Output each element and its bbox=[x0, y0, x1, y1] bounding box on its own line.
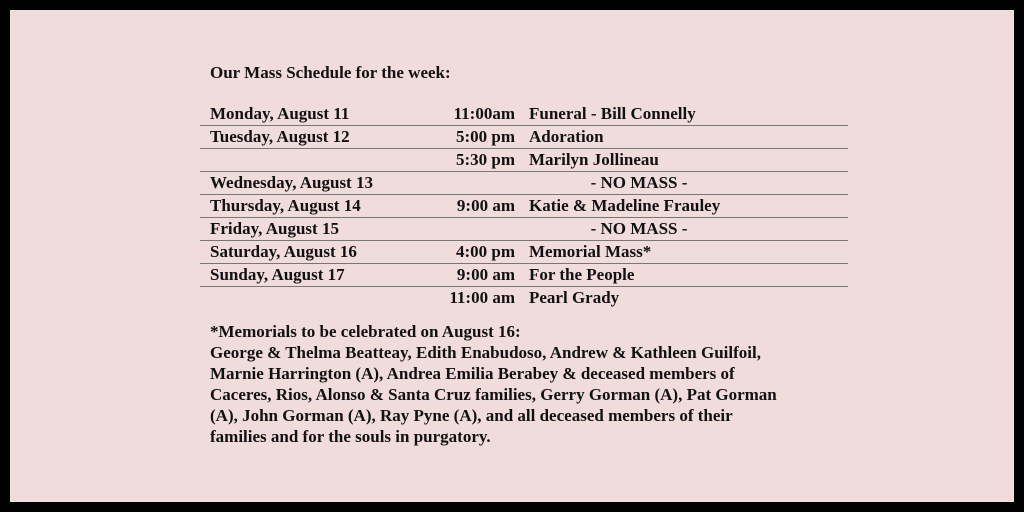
schedule-event: - NO MASS - bbox=[590, 173, 688, 192]
schedule-time: 5:00 pm bbox=[455, 127, 515, 146]
memorials-note bbox=[200, 321, 848, 447]
schedule-row bbox=[200, 126, 848, 149]
schedule-event: For the People bbox=[529, 265, 635, 284]
schedule-time: 9:00 am bbox=[456, 265, 515, 284]
schedule-time: 4:00 pm bbox=[455, 242, 515, 261]
schedule-heading: Our Mass Schedule for the week: bbox=[210, 63, 451, 82]
schedule-day: Wednesday, August 13 bbox=[210, 173, 373, 192]
memorials-line: families and for the souls in purgatory. bbox=[210, 427, 491, 446]
schedule-event: Marilyn Jollineau bbox=[529, 150, 659, 169]
schedule-day: Sunday, August 17 bbox=[210, 265, 345, 284]
schedule-time: 11:00am bbox=[453, 104, 515, 123]
memorials-line: Marnie Harrington (A), Andrea Emilia Berabey & deceased members of bbox=[210, 364, 735, 383]
schedule-row bbox=[200, 287, 848, 309]
memorials-line: (A), John Gorman (A), Ray Pyne (A), and all deceased members of their bbox=[210, 406, 733, 425]
schedule-day: Thursday, August 14 bbox=[210, 196, 361, 215]
schedule-event: Funeral - Bill Connelly bbox=[529, 104, 696, 123]
schedule-row bbox=[200, 195, 848, 218]
schedule-event: - NO MASS - bbox=[590, 219, 688, 238]
spacer bbox=[200, 84, 848, 103]
schedule-day: Friday, August 15 bbox=[210, 219, 339, 238]
schedule-event: Adoration bbox=[529, 127, 604, 146]
schedule-time: 9:00 am bbox=[456, 196, 515, 215]
memorials-title: *Memorials to be celebrated on August 16: bbox=[210, 322, 521, 341]
schedule-day: Tuesday, August 12 bbox=[210, 127, 350, 146]
schedule-row bbox=[200, 103, 848, 126]
page-frame bbox=[10, 10, 1014, 502]
schedule-day: Saturday, August 16 bbox=[210, 242, 357, 261]
schedule-time: 11:00 am bbox=[449, 288, 515, 307]
schedule-row bbox=[200, 218, 848, 241]
schedule-table bbox=[200, 103, 848, 309]
schedule-day: Monday, August 11 bbox=[210, 104, 350, 123]
schedule-event: Pearl Grady bbox=[529, 288, 620, 307]
schedule-event: Katie & Madeline Frauley bbox=[529, 196, 721, 215]
schedule-event: Memorial Mass* bbox=[529, 242, 652, 261]
schedule-row bbox=[200, 264, 848, 287]
memorials-line: Caceres, Rios, Alonso & Santa Cruz families, Gerry Gorman (A), Pat Gorman bbox=[210, 385, 777, 404]
schedule-row bbox=[200, 149, 848, 172]
schedule-time: 5:30 pm bbox=[455, 150, 515, 169]
schedule-row bbox=[200, 172, 848, 195]
memorials-line: George & Thelma Beatteay, Edith Enabudoso, Andrew & Kathleen Guilfoil, bbox=[210, 343, 761, 362]
schedule-row bbox=[200, 241, 848, 264]
schedule-content bbox=[200, 62, 848, 447]
